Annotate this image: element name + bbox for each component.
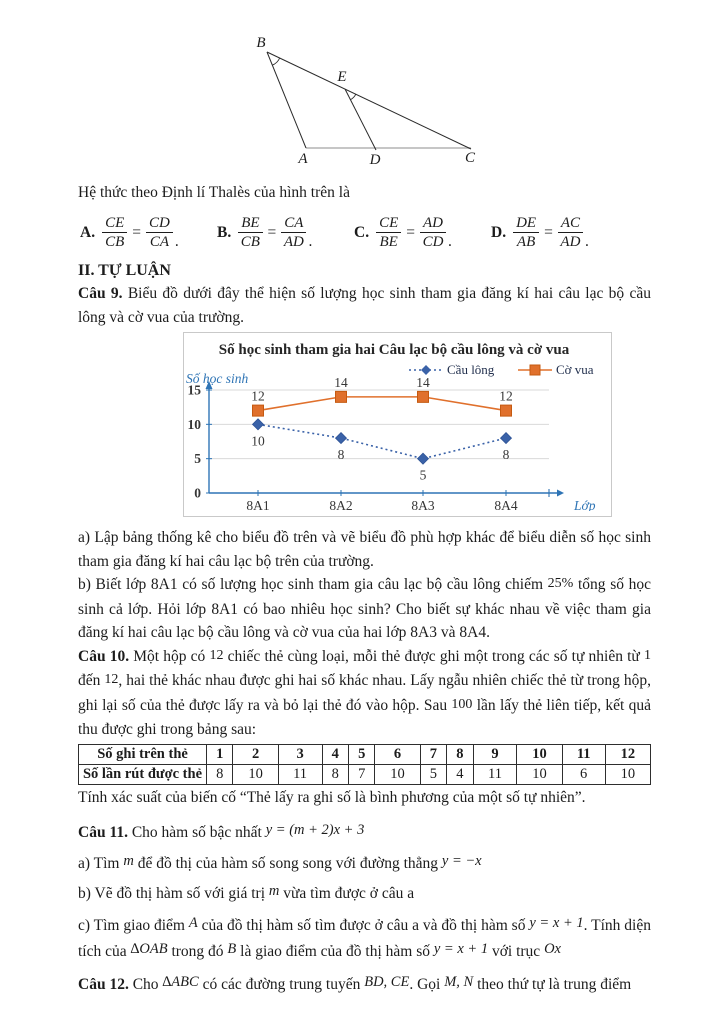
fraction: $\frac{CD}{CA}$ (146, 215, 173, 251)
table-cell: 5 (348, 744, 374, 764)
fraction: $\frac{AD}{CD}$ (420, 215, 446, 251)
math-segment: y = (m + 2)x + 3 (265, 822, 365, 838)
svg-text:Số học sinh tham gia hai Câu l: Số học sinh tham gia hai Câu lạc bộ cầu lông và cờ vua (218, 342, 570, 358)
figure-label-C: C (464, 150, 476, 166)
math-segment: y = x + 1 (529, 914, 584, 931)
math-segment: B (227, 940, 237, 957)
svg-text:15: 15 (187, 382, 201, 398)
text-segment: với trục (488, 942, 545, 960)
table-cell: 4 (322, 744, 348, 764)
svg-text:Cờ vua: Cờ vua (556, 362, 594, 377)
table-cell: 11 (473, 764, 517, 784)
table-cell: Số ghi trên thẻ (79, 744, 207, 764)
option-key: C. (354, 223, 370, 241)
frequency-table (78, 744, 651, 785)
text-segment: của đồ thị hàm số tìm được ở câu a và đồ thị hàm số (197, 916, 530, 934)
section-heading: II. TỰ LUẬN (78, 261, 171, 279)
text-segment: có các đường trung tuyến (198, 975, 365, 993)
question-11a (78, 852, 651, 877)
period: . (585, 232, 589, 250)
figure-line-BC (267, 52, 471, 149)
math-segment: 1 (643, 647, 651, 663)
table-cell: 10 (375, 764, 420, 784)
fraction: $\frac{CA}{AD}$ (281, 215, 306, 251)
text-segment: . Gọi (409, 975, 445, 993)
math-segment: y = −x (441, 852, 482, 869)
fraction: $\frac{CE}{BE}$ (376, 215, 401, 251)
club-chart-svg (184, 333, 611, 511)
text-segment: b) Vẽ đồ thị hàm số với giá trị (78, 885, 269, 902)
text-segment: theo thứ tự là trung điểm (473, 975, 632, 993)
table-row (79, 744, 651, 764)
math-segment: 12 (104, 672, 119, 687)
table-cell: 8 (322, 764, 348, 784)
figure-label-B: B (256, 35, 266, 51)
text-segment: là giao điểm của đồ thị hàm số (236, 942, 434, 960)
answer-options (80, 212, 651, 254)
question-10-conclusion: Tính xác suất của biến cố “Thẻ lấy ra ghi số là bình phương của một số tự nhiên”. (78, 788, 586, 806)
question-12 (78, 973, 651, 998)
angle-mark-B (272, 58, 279, 65)
svg-text:10: 10 (187, 416, 201, 432)
option-key: B. (217, 223, 232, 241)
table-cell: 7 (420, 744, 446, 764)
text-segment: Một hộp có (129, 647, 210, 665)
question-9 (78, 282, 651, 329)
option-key: D. (491, 223, 507, 241)
option-c (354, 215, 491, 251)
table-cell: 12 (605, 744, 650, 764)
option-a (80, 215, 217, 251)
figure-label-E: E (337, 69, 347, 85)
text-segment: . Tính diện tích của (78, 916, 651, 960)
question-9b (78, 573, 651, 645)
fraction: $\frac{DE}{AB}$ (513, 215, 539, 251)
figure-line-BA (267, 52, 306, 148)
table-cell: 9 (473, 744, 517, 764)
text-segment: Biểu đồ dưới đây thể hiện số lượng học sinh tham gia đăng kí hai câu lạc bộ cầu lông và cờ vua của trường. (78, 285, 651, 326)
table-cell: 6 (375, 744, 420, 764)
svg-text:Cầu lông: Cầu lông (447, 362, 495, 377)
text-segment: chiếc thẻ cùng loại, mỗi thẻ được ghi một trong các số tự nhiên từ (223, 647, 644, 665)
text-segment: vừa tìm được ở câu a (279, 885, 415, 902)
math-segment: 25% (547, 576, 574, 591)
thales-figure (225, 30, 651, 171)
table-cell: 8 (447, 744, 473, 764)
option-d (491, 215, 589, 251)
option-b (217, 215, 354, 251)
table-cell: 5 (420, 764, 446, 784)
angle-mark-E (350, 94, 355, 100)
text-segment: , hai thẻ khác nhau được ghi hai số khác nhau. Lấy ngẫu nhiên chiếc thẻ từ trong hộp, ghi lại số của thẻ được lấy ra và bỏ lại thẻ đó vào hộp. Sau (78, 672, 651, 714)
question-9a: a) Lập bảng thống kê cho biểu đồ trên và vẽ biểu đồ phù hợp khác để biểu diễn số học sinh tham gia đăng kí hai câu lạc bộ trên của trường. (78, 529, 651, 570)
math-segment: BD, CE (364, 973, 410, 990)
svg-text:12: 12 (499, 388, 513, 404)
text-segment: đến (78, 672, 105, 689)
table-cell: 10 (233, 764, 278, 784)
option-key: A. (80, 223, 96, 241)
equals-sign: = (267, 223, 277, 241)
text-segment: trong đó (167, 942, 228, 960)
equals-sign: = (406, 223, 415, 241)
svg-text:14: 14 (334, 374, 348, 390)
period: . (448, 232, 452, 250)
svg-text:5: 5 (419, 467, 427, 483)
club-chart (183, 332, 612, 517)
table-cell: 10 (517, 764, 562, 784)
question-label: Câu 9. (78, 285, 123, 302)
math-segment: Ox (544, 940, 561, 957)
fraction: $\frac{CE}{CB}$ (102, 215, 127, 251)
text-segment: c) Tìm giao điểm (78, 916, 189, 934)
text-segment: Cho (128, 975, 163, 993)
table-row (79, 764, 651, 784)
svg-text:Số học sinh: Số học sinh (186, 371, 249, 386)
text-segment: Cho hàm số bậc nhất (127, 824, 266, 841)
text-segment: tổng số học sinh cả lớp. Hỏi lớp 8A1 có bao nhiêu học sinh? Cho biết sự khác nhau về việc tham gia đăng kí hai câu lạc bộ cầu lông và cờ vua của hai lớp 8A3 và 8A4. (78, 576, 652, 641)
table-cell: 1 (207, 744, 233, 764)
fraction: $\frac{AC}{AD}$ (558, 215, 583, 251)
math-segment: y = x + 1 (433, 940, 489, 957)
svg-text:8: 8 (337, 447, 345, 463)
equals-sign: = (132, 223, 141, 241)
question-10 (78, 645, 651, 742)
svg-text:8A3: 8A3 (411, 498, 435, 511)
question-label: Câu 12. (78, 975, 129, 993)
math-segment: ∆OAB (130, 940, 168, 957)
table-cell: 8 (207, 764, 233, 784)
table-cell: 11 (278, 764, 322, 784)
svg-text:Lớp: Lớp (574, 498, 596, 511)
period: . (308, 232, 313, 250)
table-cell: 10 (605, 764, 650, 784)
figure-line-ED (345, 89, 376, 150)
math-segment: m (123, 852, 134, 869)
math-segment: ∆ABC (162, 973, 199, 990)
svg-text:8A1: 8A1 (246, 498, 270, 511)
question-label: Câu 10. (78, 647, 130, 665)
svg-text:8A2: 8A2 (329, 498, 353, 511)
figure-label-A: A (298, 151, 308, 166)
table-cell: 11 (562, 744, 605, 764)
svg-text:8A4: 8A4 (494, 498, 518, 511)
math-segment: 12 (209, 647, 224, 663)
svg-text:14: 14 (416, 374, 430, 390)
svg-text:8: 8 (502, 447, 510, 463)
thales-prompt: Hệ thức theo Định lí Thalès của hình trên là (78, 184, 350, 201)
table-cell: 3 (278, 744, 322, 764)
period: . (174, 232, 179, 250)
table-cell: 6 (562, 764, 605, 784)
svg-text:0: 0 (194, 485, 201, 501)
table-cell: Số lần rút được thẻ (79, 764, 207, 784)
text-segment: lần lấy thẻ liên tiếp, kết quả thu được ghi trong bảng sau: (78, 696, 652, 738)
text-segment: a) Tìm (78, 854, 124, 872)
table-cell: 10 (517, 744, 562, 764)
figure-label-D: D (369, 152, 381, 166)
math-segment: A (188, 914, 198, 931)
table-cell: 7 (348, 764, 374, 784)
text-segment: b) Biết lớp 8A1 có số lượng học sinh tham gia câu lạc bộ cầu lông chiếm (78, 576, 548, 593)
question-label: Câu 11. (78, 824, 128, 841)
question-11c (78, 913, 651, 965)
svg-text:12: 12 (251, 388, 265, 404)
question-11 (78, 821, 651, 846)
math-segment: 100 (451, 696, 473, 712)
thales-figure-svg (225, 30, 481, 166)
svg-text:5: 5 (194, 451, 201, 467)
equals-sign: = (544, 223, 553, 241)
math-segment: M, N (444, 973, 474, 990)
fraction: $\frac{BE}{CB}$ (238, 215, 262, 251)
text-segment: để đồ thị của hàm số song song với đường thẳng (133, 854, 442, 872)
question-11b (78, 882, 651, 907)
math-segment: m (268, 883, 280, 899)
table-cell: 4 (447, 764, 473, 784)
svg-text:10: 10 (251, 433, 265, 449)
table-cell: 2 (233, 744, 278, 764)
